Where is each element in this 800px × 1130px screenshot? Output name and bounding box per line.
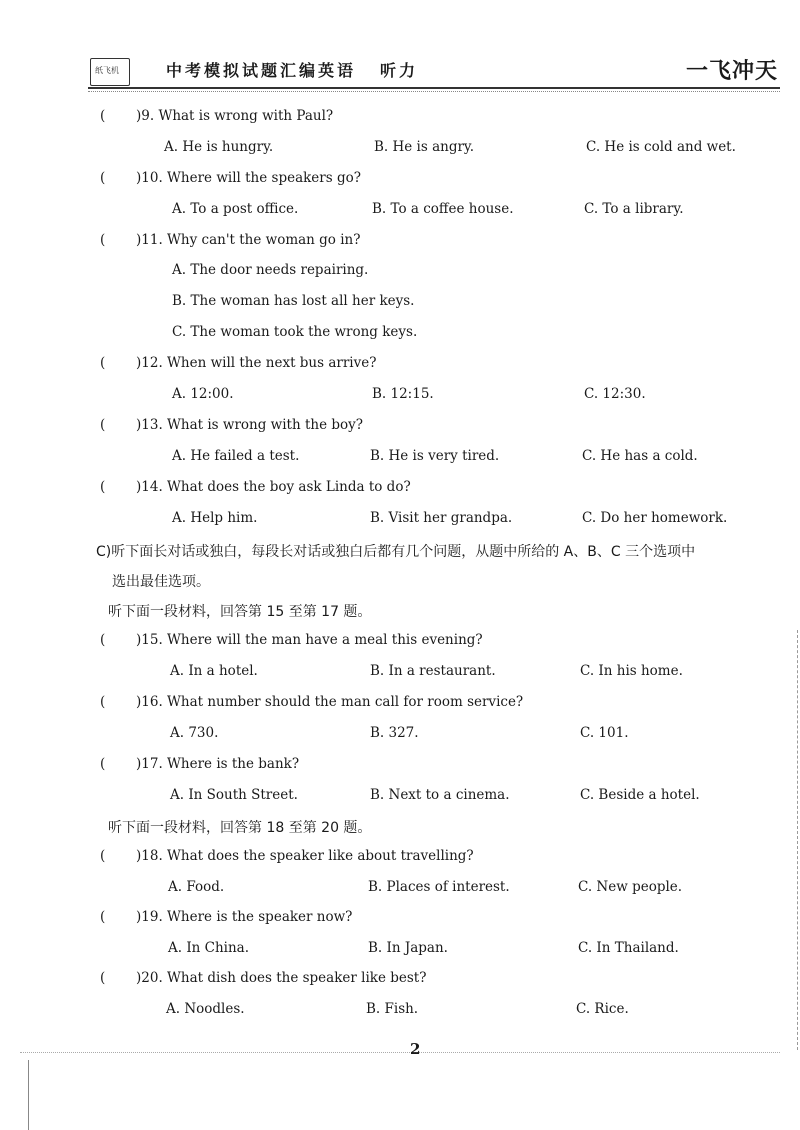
option-b: B. Visit her grandpa. <box>370 510 513 526</box>
option-b: B. 327. <box>370 725 419 741</box>
page-header <box>0 50 800 90</box>
option-b: B. Places of interest. <box>368 879 510 895</box>
question-text: )16. What number should the man call for room service? <box>136 694 524 710</box>
brand-slogan: 一飞冲天 <box>685 59 778 84</box>
option-a: A. Food. <box>168 879 225 895</box>
logo-text: 纸飞机 <box>95 66 119 75</box>
option-c: C. 12:30. <box>584 386 646 402</box>
question-text: )19. Where is the speaker now? <box>136 909 353 925</box>
answer-blank[interactable]: ( <box>100 756 106 772</box>
question-text: )10. Where will the speakers go? <box>136 170 361 186</box>
option-b: B. He is very tired. <box>370 448 500 464</box>
option-c: C. The woman took the wrong keys. <box>172 324 418 340</box>
option-c: C. To a library. <box>584 201 684 217</box>
section-c-instructions: C)听下面长对话或独白，每段长对话或独白后都有几个问题，从题中所给的 A、B、C 三个选项中 <box>96 544 696 560</box>
option-a: A. In a hotel. <box>170 663 258 679</box>
option-b: B. In Japan. <box>368 940 448 956</box>
answer-blank[interactable]: ( <box>100 970 106 986</box>
answer-blank[interactable]: ( <box>100 417 106 433</box>
option-c: C. 101. <box>580 725 629 741</box>
question-text: )13. What is wrong with the boy? <box>136 417 363 433</box>
option-b: B. The woman has lost all her keys. <box>172 293 415 309</box>
question-text: )20. What dish does the speaker like best? <box>136 970 427 986</box>
option-a: A. 12:00. <box>172 386 234 402</box>
margin-line <box>28 1060 29 1130</box>
option-c: C. Beside a hotel. <box>580 787 700 803</box>
question-text: )12. When will the next bus arrive? <box>136 355 377 371</box>
answer-blank[interactable]: ( <box>100 632 106 648</box>
question-text: )18. What does the speaker like about travelling? <box>136 848 474 864</box>
answer-blank[interactable]: ( <box>100 108 106 124</box>
option-a: A. Help him. <box>172 510 258 526</box>
question-text: )15. Where will the man have a meal this evening? <box>136 632 483 648</box>
option-c: C. He is cold and wet. <box>586 139 736 155</box>
option-b: B. 12:15. <box>372 386 434 402</box>
option-a: A. In South Street. <box>170 787 298 803</box>
option-a: A. To a post office. <box>172 201 299 217</box>
option-b: B. Fish. <box>366 1001 419 1017</box>
option-a: A. He is hungry. <box>164 139 274 155</box>
book-title: 中考模拟试题汇编英语 <box>166 61 357 80</box>
option-c: C. In Thailand. <box>578 940 679 956</box>
option-b: B. To a coffee house. <box>372 201 514 217</box>
option-b: B. In a restaurant. <box>370 663 496 679</box>
header-divider-dotted <box>88 91 780 92</box>
question-text: )9. What is wrong with Paul? <box>136 108 334 124</box>
section-part-1: 听下面一段材料，回答第 15 至第 17 题。 <box>108 604 372 620</box>
answer-blank[interactable]: ( <box>100 909 106 925</box>
book-subtitle: 听力 <box>380 61 419 80</box>
option-a: A. Noodles. <box>166 1001 245 1017</box>
header-title <box>166 58 418 81</box>
option-a: A. In China. <box>168 940 250 956</box>
answer-blank[interactable]: ( <box>100 479 106 495</box>
option-a: A. The door needs repairing. <box>172 262 369 278</box>
section-c-instructions-cont: 选出最佳选项。 <box>112 574 210 590</box>
question-text: )14. What does the boy ask Linda to do? <box>136 479 411 495</box>
header-divider <box>88 87 780 89</box>
option-c: C. He has a cold. <box>582 448 698 464</box>
section-part-2: 听下面一段材料，回答第 18 至第 20 题。 <box>108 820 372 836</box>
answer-blank[interactable]: ( <box>100 232 106 248</box>
binding-marks <box>797 630 798 1050</box>
logo <box>90 58 130 86</box>
question-text: )17. Where is the bank? <box>136 756 300 772</box>
option-c: C. New people. <box>578 879 683 895</box>
answer-blank[interactable]: ( <box>100 355 106 371</box>
option-c: C. Rice. <box>576 1001 629 1017</box>
answer-blank[interactable]: ( <box>100 848 106 864</box>
option-a: A. He failed a test. <box>172 448 300 464</box>
footer-divider <box>20 1052 780 1073</box>
question-text: )11. Why can't the woman go in? <box>136 232 361 248</box>
option-b: B. Next to a cinema. <box>370 787 510 803</box>
option-c: C. In his home. <box>580 663 683 679</box>
option-b: B. He is angry. <box>374 139 475 155</box>
answer-blank[interactable]: ( <box>100 170 106 186</box>
option-c: C. Do her homework. <box>582 510 728 526</box>
answer-blank[interactable]: ( <box>100 694 106 710</box>
page-number: 2 <box>410 1040 421 1058</box>
option-a: A. 730. <box>170 725 219 741</box>
